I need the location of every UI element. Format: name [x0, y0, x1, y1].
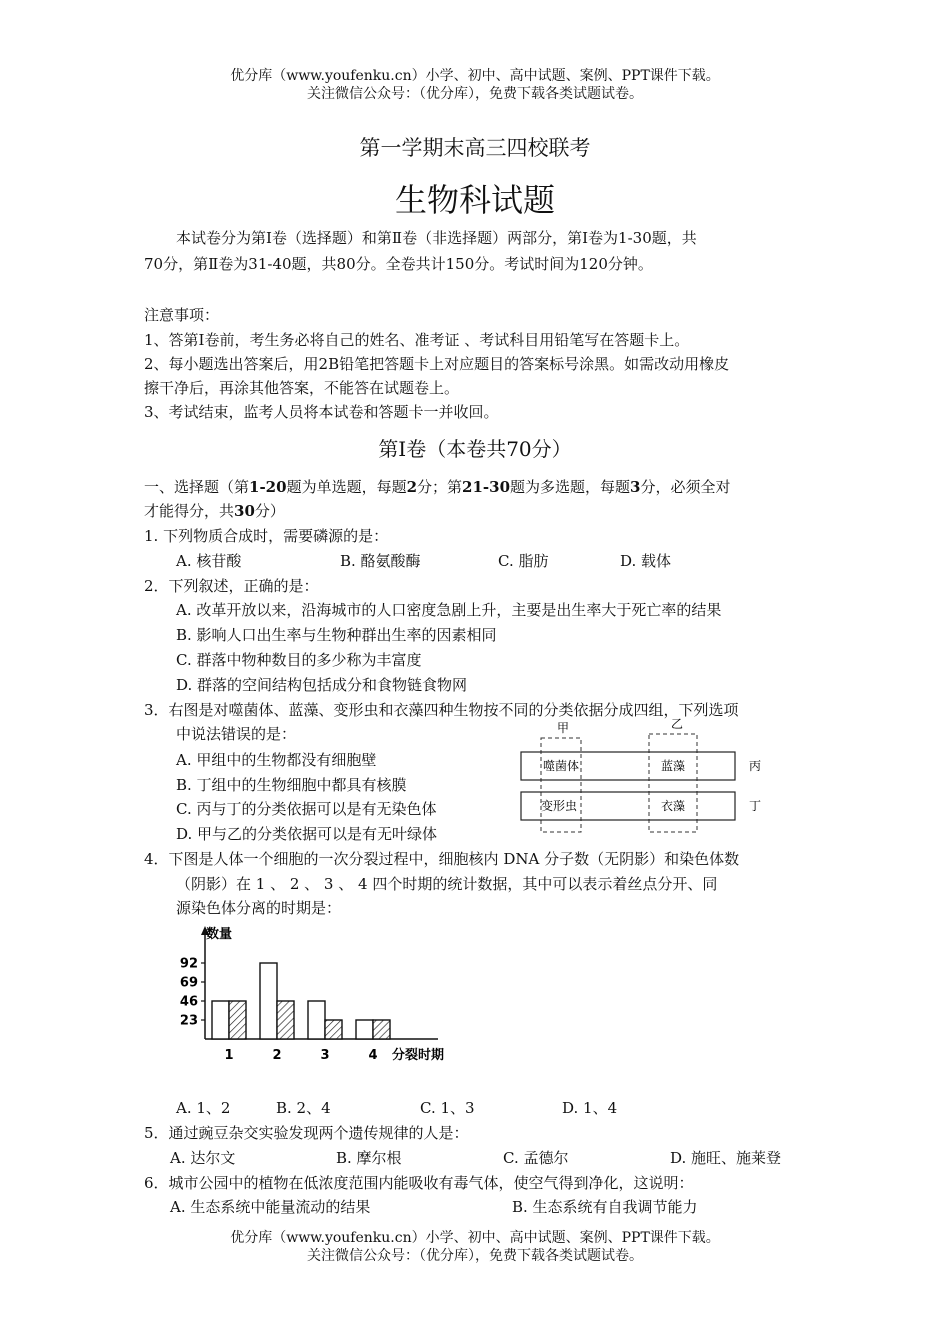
y-axis-label: 数量 — [206, 927, 233, 942]
phage-label: 噬菌体 — [543, 759, 580, 773]
q2-stem: 2．下列叙述，正确的是： — [144, 577, 319, 595]
x-tick-label: 2 — [272, 1048, 282, 1063]
points-multi: 3 — [630, 478, 641, 496]
q6-option-a: A. 生态系统中能量流动的结果 — [170, 1198, 371, 1216]
group-yi-box — [649, 734, 697, 832]
heading-text-2: 分；第 — [417, 478, 463, 496]
header-line-2: 关注微信公众号：（优分库），免费下载各类试题试卷。 — [307, 86, 643, 102]
q4-stem-3: 源染色体分离的时期是： — [176, 899, 342, 917]
q2-option-a: A. 改革开放以来，沿海城市的人口密度急剧上升，主要是出生率大于死亡率的结果 — [176, 601, 722, 619]
y-tick-label: 46 — [179, 994, 198, 1010]
note-item-2b: 擦干净后，再涂其他答案，不能答在试题卷上。 — [144, 379, 460, 397]
chromosome-bar — [325, 1020, 342, 1039]
q5-option-b: B. 摩尔根 — [336, 1149, 402, 1167]
q3-option-d: D. 甲与乙的分类依据可以是有无叶绿体 — [176, 825, 438, 843]
chromosome-bar — [373, 1020, 390, 1039]
q4-option-b: B. 2、4 — [276, 1099, 331, 1117]
q5-option-a: A. 达尔文 — [170, 1149, 236, 1167]
q5-stem: 5．通过豌豆杂交实验发现两个遗传规律的人是： — [144, 1124, 469, 1142]
heading-prefix: 一、选择题（第 — [144, 478, 250, 496]
points-single: 2 — [406, 478, 418, 496]
heading-text-3: 题为多选题，每题 — [510, 478, 631, 496]
q4-stem-2: （阴影）在 1 、 2 、 3 、 4 四个时期的统计数据，其中可以表示着丝点分开、同 — [176, 875, 718, 893]
q5-option-d: D. 施旺、施莱登 — [670, 1149, 782, 1167]
q3-option-b: B. 丁组中的生物细胞中都具有核膜 — [176, 776, 407, 794]
q6-stem: 6．城市公园中的植物在低浓度范围内能吸收有毒气体，使空气得到净化，这说明： — [144, 1174, 694, 1192]
group-ding-label: 丁 — [749, 799, 762, 813]
group-jia-label: 甲 — [557, 721, 570, 735]
q3-stem-1: 3．右图是对噬菌体、蓝藻、变形虫和衣藻四种生物按不同的分类依据分成四组，下列选项 — [144, 701, 739, 719]
q2-option-d: D. 群落的空间结构包括成分和食物链食物网 — [176, 676, 468, 694]
q1-option-d: D. 载体 — [620, 552, 672, 570]
amoeba-label: 变形虫 — [541, 799, 578, 813]
chlamydomonas-label: 衣藻 — [661, 799, 686, 813]
dna-bar — [212, 1001, 229, 1039]
classification-diagram — [515, 718, 775, 836]
exam-title: 第一学期末高三四校联考 — [359, 136, 591, 160]
notes-heading: 注意事项： — [144, 306, 220, 324]
dna-bar — [356, 1020, 373, 1039]
chromosome-bar — [277, 1001, 294, 1039]
q3-stem-2: 中说法错误的是： — [176, 725, 297, 743]
range-multi: 21-30 — [462, 478, 511, 496]
q4-stem-1: 4．下图是人体一个细胞的一次分裂过程中，细胞核内 DNA 分子数（无阴影）和染色体数 — [144, 850, 740, 868]
q4-option-c: C. 1、3 — [420, 1099, 475, 1117]
q2-option-b: B. 影响人口出生率与生物种群出生率的因素相同 — [176, 626, 497, 644]
heading-line2-suffix: 分） — [254, 502, 285, 520]
note-item-3: 3、考试结束，监考人员将本试卷和答题卡一并收回。 — [144, 403, 499, 421]
note-item-2a: 2、每小题选出答案后，用2B铅笔把答题卡上对应题目的答案标号涂黑。如需改动用橡皮 — [144, 355, 730, 373]
x-axis-label: 分裂时期 — [392, 1048, 445, 1063]
q2-option-c: C. 群落中物种数目的多少称为丰富度 — [176, 651, 422, 669]
dna-bar — [260, 963, 277, 1039]
footer-line-1: 优分库（www.youfenku.cn）小学、初中、高中试题、案例、PPT课件下载。 — [230, 1230, 720, 1246]
header-line-1: 优分库（www.youfenku.cn）小学、初中、高中试题、案例、PPT课件下载。 — [230, 68, 720, 84]
heading-text-1: 题为单选题，每题 — [286, 478, 407, 496]
y-tick-label: 69 — [179, 975, 198, 991]
x-tick-label: 1 — [224, 1048, 234, 1063]
intro-line-2: 70分，第Ⅱ卷为31-40题，共80分。全卷共计150分。考试时间为120分钟。 — [144, 255, 653, 273]
dna-chromosome-chart — [170, 922, 470, 1072]
cyanobacteria-label: 蓝藻 — [661, 759, 686, 773]
section-heading-line-2 — [144, 501, 285, 521]
footer-line-2: 关注微信公众号：（优分库），免费下载各类试题试卷。 — [307, 1248, 643, 1264]
subject-title: 生物科试题 — [394, 181, 555, 219]
q6-option-b: B. 生态系统有自我调节能力 — [512, 1198, 698, 1216]
group-bing-label: 丙 — [749, 759, 762, 773]
range-single: 1-20 — [249, 478, 287, 496]
q1-stem: 1. 下列物质合成时，需要磷源的是： — [144, 527, 389, 545]
q3-option-a: A. 甲组中的生物都没有细胞壁 — [176, 751, 377, 769]
y-tick-label: 92 — [179, 956, 198, 972]
dna-bar — [308, 1001, 325, 1039]
heading-line2-prefix: 才能得分，共 — [144, 502, 235, 520]
y-tick-label: 23 — [179, 1013, 198, 1029]
section-total-points: 30 — [234, 502, 255, 520]
q1-option-c: C. 脂肪 — [498, 552, 549, 570]
q3-option-c: C. 丙与丁的分类依据可以是有无染色体 — [176, 800, 437, 818]
note-item-1: 1、答第Ⅰ卷前，考生务必将自己的姓名、准考证 、考试科目用铅笔写在答题卡上。 — [144, 331, 690, 349]
group-yi-label: 乙 — [671, 718, 684, 731]
intro-line-1: 本试卷分为第Ⅰ卷（选择题）和第Ⅱ卷（非选择题）两部分，第Ⅰ卷为1-30题，共 — [176, 229, 697, 247]
x-tick-label: 4 — [368, 1048, 378, 1063]
q4-option-d: D. 1、4 — [562, 1099, 618, 1117]
q1-option-b: B. 酪氨酸酶 — [340, 552, 421, 570]
q4-option-a: A. 1、2 — [176, 1099, 231, 1117]
chromosome-bar — [229, 1001, 246, 1039]
section-heading-line-1 — [144, 477, 730, 497]
section-title: 第Ⅰ卷（本卷共70分） — [378, 437, 572, 461]
q1-option-a: A. 核苷酸 — [176, 552, 242, 570]
q5-option-c: C. 孟德尔 — [503, 1149, 569, 1167]
x-tick-label: 3 — [320, 1048, 330, 1063]
heading-text-4: 分，必须全对 — [640, 478, 731, 496]
